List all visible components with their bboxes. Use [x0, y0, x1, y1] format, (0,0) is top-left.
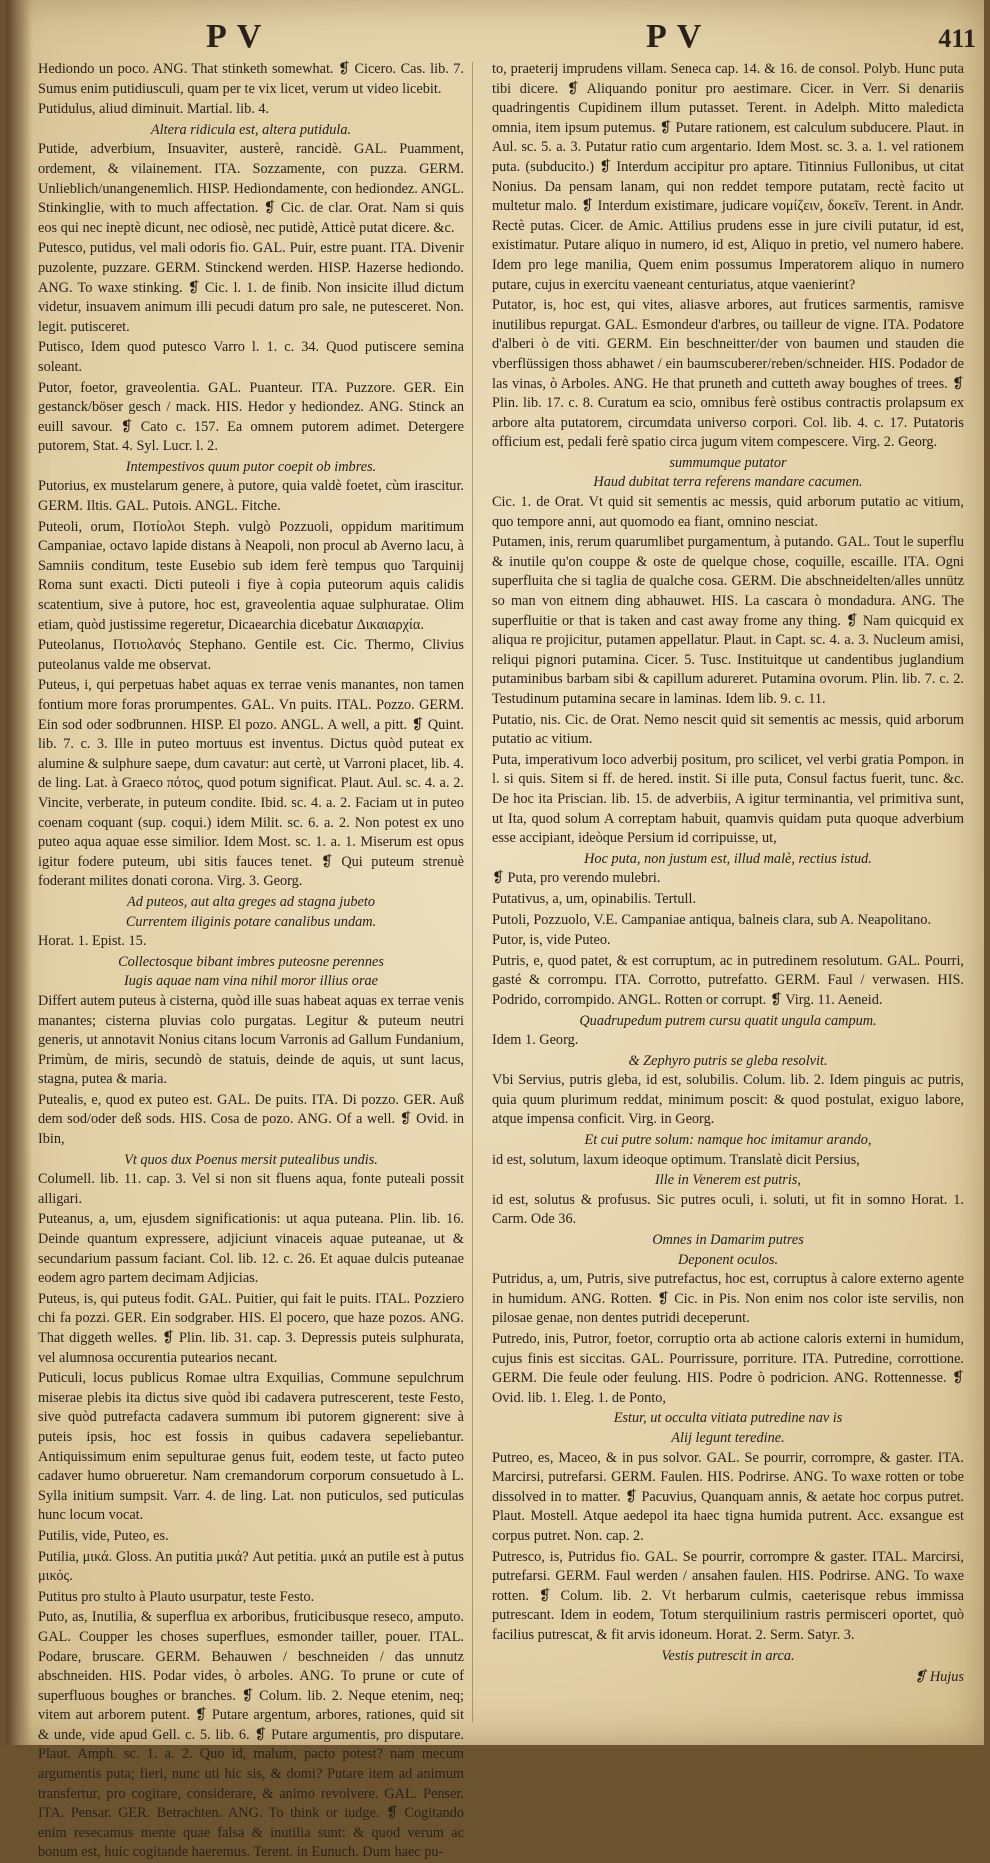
verse-quotation: Estur, ut occulta vitiata putredine nav is	[613, 1410, 843, 1427]
dictionary-entry: Putealis, e, quod ex puteo est. GAL. De puits. ITA. Di pozzo. GER. Auß dem sod/oder deß sods. HIS. Cosa de pozo. ANG. Of a well. ❡ Ovid. in Ibin,	[38, 1091, 464, 1148]
dictionary-entry: Putresco, is, Putridus fio. GAL. Se pourrir, corrompre & gaster. ITAL. Marcirsi, putrefarsi. GERM. Faul werden / ansahen faulen. HIS. Podrirse. ANG. To waxe rotten. ❡ Colum. lib. 2. Vt herbarum culmis, caeterisque rebus immissa putrescant. Idem in eodem, Totum sterquilinium rastris permisceri oportet, quò facilius putrescat, & fit arvis idoneum. Horat. 2. Serm. Satyr. 3.	[492, 1548, 964, 1643]
verse-quotation: Collectosque bibant imbres puteosne perennes	[118, 953, 384, 970]
dictionary-entry: Putide, adverbium, Insuaviter, austerè, rancidè. GAL. Puamment, ordement, & vilainement. ITA. Sozzamente, con puzza. GERM. Unlieblich/unangenemlich. HISP. Hediondamente, con hediondez. ANGL. Stinkinglie, with to much affectation. ❡ Cic. de clar. Orat. Nam si quis eos qui nec ineptè dicunt, nec odiosè, nec putidè, Atticè putat dicere. &c.	[38, 141, 464, 236]
dictionary-entry: Putreo, es, Maceo, & in pus solvor. GAL. Se pourrir, corrompre, & gaster. ITA. Marcirsi, putrefarsi. GERM. Faulen. HIS. Podrirse. ANG. To waxe rotten or tobe dissolved in to matter. ❡ Pacuvius, Quanquam annis, & aetate hoc corpus putret. Plaut. Mostell. Atque aedepol ita haec tigna humida putrent. Acc. exsangue est corpus putret. Non. cap. 2.	[492, 1449, 964, 1544]
dictionary-entry: Puteanus, a, um, ejusdem significationis: ut aqua puteana. Plin. lib. 16. Deinde quantum expressere, adjiciunt vinaceis aquae puteanae, ut & secundarium passum faciant. Col. lib. 12. c. 26. Et aquae dulcis puteanae eodem agro partem decimam Adjicias.	[38, 1211, 464, 1287]
dictionary-entry: Puteoli, orum, Ποτίολοι Steph. vulgò Pozzuoli, oppidum maritimum Campaniae, octavo lapide distans à Neapoli, non procul ab Averno lacu, à Samniis conditum, teste Eusebio sub idem ferè tempus quo Tarquinij Roma sunt exacti. Dicti puteoli i fiye à copia puteorum aquis calidis scatentium, sive à putore, hoc est, graveolentia aquae sulphuratae. Olim etiam, quòd justissime regeretur, Dicaearchia dicebatur Δικαιαρχία.	[38, 518, 464, 633]
dictionary-entry: Idem 1. Georg.	[492, 1032, 579, 1049]
verse-quotation: Quadrupedum putrem cursu quatit ungula campum.	[579, 1012, 877, 1029]
dictionary-entry: Puteolanus, Ποτιολανός Stephano. Gentile est. Cic. Thermo, Clivius puteolanus valde me observat.	[38, 637, 464, 673]
dictionary-entry: Putorius, ex mustelarum genere, à putore, quia valdè foetet, cùm irascitur. GERM. Iltis. GAL. Putois. ANGL. Fitche.	[38, 478, 464, 515]
book-page	[6, 0, 984, 1861]
dictionary-entry: Putoli, Pozzuolo, V.E. Campaniae antiqua, balneis clara, sub A. Neapolitano.	[492, 911, 932, 928]
dictionary-entry: Horat. 1. Epist. 15.	[38, 933, 147, 950]
dictionary-entry: to, praeterij imprudens villam. Seneca cap. 14. & 16. de consol. Polyb. Hunc puta tibi dicere. ❡ Aliquando ponitur pro aestimare. Cicer. in Verr. Si denariis quadringentis Cupidinem illum putasset. Terent. in Adelph. Mitto maledicta omnia, item ipsum putemus. ❡ Putare rationem, est calculum subducere. Plaut. in Aul. sc. 5. a. 3. Putatur ratio cum argentario. Idem Most. sc. 3. a. 1. vel rationem puta. (subducito.) ❡ Interdum accipitur pro aptare. Titinnius Fullonibus, ut citat Nonius. Da pensam lanam, qui non reddet tempore putatam, rectè facito ut multetur malo. ❡ Interdum existimare, judicare νομίζειν, δοκεῖν. Terent. in Andr. Rectè putas. Cicer. de Amic. Attilius prudens esse in jure civili putatur, id est, existimatur. Putare aliquo in numero, id est, Aliquo in pretio, vel numero habere. Idem pro lege manilia, Quem enim possumus Imperatorem aliquo in numero putare, cujus in exercitu vaeneant centuriatus, atque vaenierint?	[492, 61, 964, 293]
verse-quotation: Intempestivos quum putor coepit ob imbres.	[125, 458, 377, 475]
dictionary-entry: Putisco, Idem quod putesco Varro l. 1. c. 34. Quod putiscere semina soleant.	[38, 339, 464, 375]
dictionary-entry: Putitus pro stulto à Plauto usurpatur, teste Festo.	[38, 1588, 315, 1605]
verse-quotation: & Zephyro putris se gleba resolvit.	[628, 1052, 828, 1069]
verse-quotation: Vestis putrescit in arca.	[661, 1647, 795, 1664]
dictionary-entry: Cic. 1. de Orat. Vt quid sit sementis ac messis, quid arborum putatio ac vitium, quo tempore anni, aut quomodo ea fiant, omnino nesciat.	[492, 494, 964, 530]
dictionary-entry: Putor, is, vide Puteo.	[492, 932, 611, 949]
verse-quotation: Altera ridicula est, altera putidula.	[150, 121, 352, 138]
left-column	[38, 60, 464, 1861]
dictionary-entry: Putesco, putidus, vel mali odoris fio. GAL. Puir, estre puant. ITA. Divenir puzolente, puzzare. GERM. Stinckend werden. HISP. Hazerse hediondo. ANG. To waxe stinking. ❡ Cic. l. 1. de finib. Non insicite illud dictum videtur, insuavem animum illi pecudi datum pro sale, ne putesceret. Non. legit. putisceret.	[38, 240, 464, 335]
dictionary-entry: Putidulus, aliud diminuit. Martial. lib. 4.	[38, 101, 270, 118]
running-head-right: PV	[646, 18, 712, 55]
dictionary-entry: Putor, foetor, graveolentia. GAL. Puanteur. ITA. Puzzore. GER. Ein gestanck/böser gesch / mack. HIS. Hedor y hediondez. ANG. Stinck an euill savour. ❡ Cato c. 157. Ea omnem putorem adimet. Detergere putorem, Stat. 4. Syl. Lucr. l. 2.	[38, 379, 464, 455]
verse-quotation: summumque putator	[669, 454, 787, 471]
verse-quotation: Omnes in Damarim putres	[652, 1232, 804, 1249]
verse-quotation: Currentem iliginis potare canalibus undam.	[125, 913, 377, 930]
dictionary-entry: Columell. lib. 11. cap. 3. Vel si non sit fluens aqua, fonte puteali possit alligari.	[38, 1171, 464, 1207]
page-gutter	[6, 0, 32, 1745]
verse-quotation: Iugis aquae nam vina nihil moror illius orae	[123, 973, 379, 990]
verse-quotation: Haud dubitat terra referens mandare cacumen.	[593, 474, 863, 491]
dictionary-entry: Puteus, is, qui puteus fodit. GAL. Puitier, qui fait le puits. ITAL. Pozziero chi fa pozzi. GER. Ein sodgraber. HIS. El pocero, que haze pozos. ANG. That diggeth welles. ❡ Plin. lib. 31. cap. 3. Depressis puteis sulphurata, vel alumnosa occurentia putearios necant.	[38, 1290, 464, 1366]
verse-quotation: Ille in Venerem est putris,	[655, 1172, 801, 1189]
dictionary-entry: Putatio, nis. Cic. de Orat. Nemo nescit quid sit sementis ac messis, quid arborum putatio ac vitium.	[492, 711, 964, 748]
dictionary-entry: Putator, is, hoc est, qui vites, aliasve arbores, aut frutices sarmentis, ramisve inutilibus repurgat. GAL. Esmondeur d'arbres, ou tailleur de vigne. ITA. Podatore d'alberi ò de viti. GERM. Ein beschneitter/der von baumen und stauden die vberflüssigen thoss abhawet / ein baumscuberer/reben/schneider. HIS. Podador de las vinas, ò Arboles. ANG. He that pruneth and cutteth away boughes of trees. ❡ Plin. lib. 17. c. 8. Curatum ea scio, omnibus ferè ostibus contractis prolapsum ex arbore alta putatorem, circumdata universo corpori. Col. lib. 4. c. 17. Putatoris officium est, pedali ferè spatio circa jugum vitem compescere. Virg. 2. Georg.	[492, 297, 964, 451]
verse-quotation: Ad puteos, aut alta greges ad stagna jubeto	[126, 893, 376, 910]
verse-quotation: Vt quos dux Poenus mersit putealibus undis.	[124, 1151, 378, 1168]
running-header	[6, 18, 984, 58]
dictionary-entry: Puticuli, locus publicus Romae ultra Exquilias, Commune sepulchrum miserae plebis ita dictus sive quòd ibi cadavera putrescerent, teste Festo, sive quòd putrefacta cadavera summum ibi putorem gignerent: sive à puteis ipsis, hoc est fossis in quibus cadavera sepeliebantur. Antiquissimum enim sepulturae genus fuit, eodem teste, ut facto puteo cadaver humo obrueretur. Nam cremandorum corporum consuetudo à L. Sylla initium sumpsit. Varr. 4. de ling. Lat. non puticulos, sed puticulas hunc locum vocat.	[38, 1370, 464, 1524]
verse-quotation: Hoc puta, non justum est, illud malè, rectius istud.	[584, 850, 872, 867]
running-head-left: PV	[206, 18, 272, 55]
verse-quotation: Alij legunt teredine.	[671, 1429, 785, 1446]
dictionary-entry: Vbi Servius, putris gleba, id est, solubilis. Colum. lib. 2. Idem pinguis ac putris, quia quum plurimum reddat, minimum poscit: & quod postulat, exiguo labore, atque impensa conficit. Virg. in Georg.	[492, 1072, 964, 1128]
dictionary-entry: Putridus, a, um, Putris, sive putrefactus, hoc est, corruptus à calore externo agente in humidum. ANG. Rotten. ❡ Cic. in Pis. Non enim nos color iste servilis, non pilosae genae, non dentes putridi deceperunt.	[492, 1271, 964, 1327]
dictionary-entry: Hediondo un poco. ANG. That stinketh somewhat. ❡ Cicero. Cas. lib. 7. Sumus enim putidiusculi, quam per te vix licet, verum ut video licebit.	[38, 61, 464, 97]
catchword: ❡ Hujus	[914, 1669, 964, 1686]
dictionary-entry: Putilia, μικά. Gloss. An putitia μικά? Aut petitia. μικά an putile est à putus μικός.	[38, 1548, 464, 1585]
right-column	[492, 60, 964, 1731]
dictionary-entry: id est, solutus & profusus. Sic putres oculi, i. soluti, ut fit in somno Horat. 1. Carm. Ode 36.	[492, 1191, 964, 1228]
dictionary-entry: Putativus, a, um, opinabilis. Tertull.	[492, 890, 697, 907]
dictionary-entry: Putilis, vide, Puteo, es.	[38, 1527, 169, 1544]
dictionary-entry: Puto, as, Inutilia, & superflua ex arboribus, fruticibusque reseco, amputo. GAL. Coupper les choses superflues, esmonder tailler, pouer. ITAL. Podare, bruscare. GERM. Behauwen / beschneiden / das unnutz abschneiden. HIS. Podar vides, ò arboles. ANG. To prune or cute of superfluous boughes or branches. ❡ Colum. lib. 2. Neque etenim, neq; vitem aut arborem putent. ❡ Putare argentum, arbores, rationes, quid sit & unde, vide apud Gell. c. 5. lib. 6. ❡ Putare argumentis, pro disputare. Plaut. Amph. sc. 1. a. 2. Quo id, malum, pacto potest? nam mecum argumentis puta; fieri, nunc uti hic sis, & domi? Putare item ad animum transfertur, pro cogitare, considerare, & animo revolvere. GAL. Penser. ITA. Pensar. GER. Betrachten. ANG. To think or iudge. ❡ Cogitando enim resecamus mente quae falsa & inutilia sunt: & quod verum ac bonum est, huic cogitande haeremus. Terent. in Eunuch. Dum haec pu-	[38, 1609, 464, 1861]
verse-quotation: Deponent oculos.	[677, 1251, 779, 1268]
dictionary-entry: Puteus, i, qui perpetuas habet aquas ex terrae venis manantes, non tamen fontium more foras prorumpentes. GAL. Vn puits. ITAL. Pozzo. GERM. Ein sod oder sodbrunnen. HISP. El pozo. ANGL. A well, a pitt. ❡ Quint. lib. 7. c. 3. Ille in puteo mortuus est inventus. Dictus quòd puteat ex alumine & sulphure saepe, dum cavatur: aut certè, ut Varroni placet, lib. 4. de ling. Lat. à Graeco πότος, quod potum significat. Plaut. Aul. sc. 4. a. 2. Vincite, verberate, in puteum condite. Ibid. sc. 4. a. 2. Faciam ut in puteo coenam coquant (sup. coqui.) idem Milit. sc. 6. a. 2. Non potest ex uno puteo aqua aquae esse similior. Idem Most. sc. 1. a. 1. Miserum est opus igitur fodere puteum, ubi sitis fauces tenet. ❡ Qui puteum strenuè foderant milites donati corona. Virg. 3. Georg.	[38, 677, 464, 890]
column-divider	[472, 62, 473, 1722]
verse-quotation: Et cui putre solum: namque hoc imitamur arando,	[584, 1132, 872, 1149]
page-number: 411	[938, 24, 976, 53]
dictionary-entry: Differt autem puteus à cisterna, quòd ille suas habeat aquas ex terrae venis manantes; cisterna pluvias colo purgatas. Legitur & puteum neutri generis, ut annotavit Nonius citans locum Varronis ad Gallum Fundanium, Primùm, de miris, secundò de statuis, deinde de aquis, ut sunt lacus, stagna, putea & maria.	[38, 992, 464, 1088]
dictionary-entry: Putris, e, quod patet, & est corruptum, ac in putredinem resolutum. GAL. Pourri, gasté & corrompu. ITA. Corrotto, putrefatto. GERM. Faul / verwasen. HIS. Podrido, corrompido. ANGL. Rotten or corrupt. ❡ Virg. 11. Aeneid.	[492, 952, 964, 1008]
dictionary-entry: id est, solutum, laxum ideoque optimum. Translatè dicit Persius,	[492, 1151, 860, 1168]
dictionary-entry: Putredo, inis, Putror, foetor, corruptio orta ab actione caloris externi in humidum, cujus finis est siccitas. GAL. Pourrissure, porriture. ITA. Putredine, corrottione. GERM. Die feule oder feulung. HIS. Podre ò podricion. ANG. Rottennesse. ❡ Ovid. lib. 1. Eleg. 1. de Ponto,	[492, 1331, 964, 1406]
dictionary-entry: Putamen, inis, rerum quarumlibet purgamentum, à putando. GAL. Tout le superflu & inutile qu'on couppe & oste de quelque chose, coquille, escaille. ITA. Ogni superfluita che si taglia de qualche cosa. GERM. Die abschneidelten/alles unnütz so man von eitnem ding abhauwet. HIS. La cascara ò mondadura. ANG. The superfluitie or that is taken and cast away frome any thing. ❡ Nam quicquid ex aliqua re projicitur, putamen appellatur. Plaut. in Capt. sc. 4. a. 3. Nucleum amisi, reliqui pignori putamina. Cicer. 5. Tusc. Instituitque ut candentibus juglandium putaminibus barbam sibi & capillum adureret. Putamina ovorum. Plin. lib. 7. c. 2. Testudinum putamina secare in laminas. Idem lib. 9. c. 11.	[492, 534, 964, 707]
dictionary-entry: ❡ Puta, pro verendo mulebri.	[492, 870, 661, 887]
dictionary-entry: Puta, imperativum loco adverbij positum, pro scilicet, vel verbi gratia Pompon. in l. si quis. Sitem si ff. de hered. instit. Si ille puta, Consul factus fuerit, tunc. &c. De hoc ita Priscian. lib. 15. de adverbiis, A igitur terminantia, vel primitiva sunt, ut Ita, quod solum A correptam habuit, quamvis quidam puta quoque adverbium esse accipiant, ideòque Persium id corripuisse, ut,	[492, 751, 964, 847]
